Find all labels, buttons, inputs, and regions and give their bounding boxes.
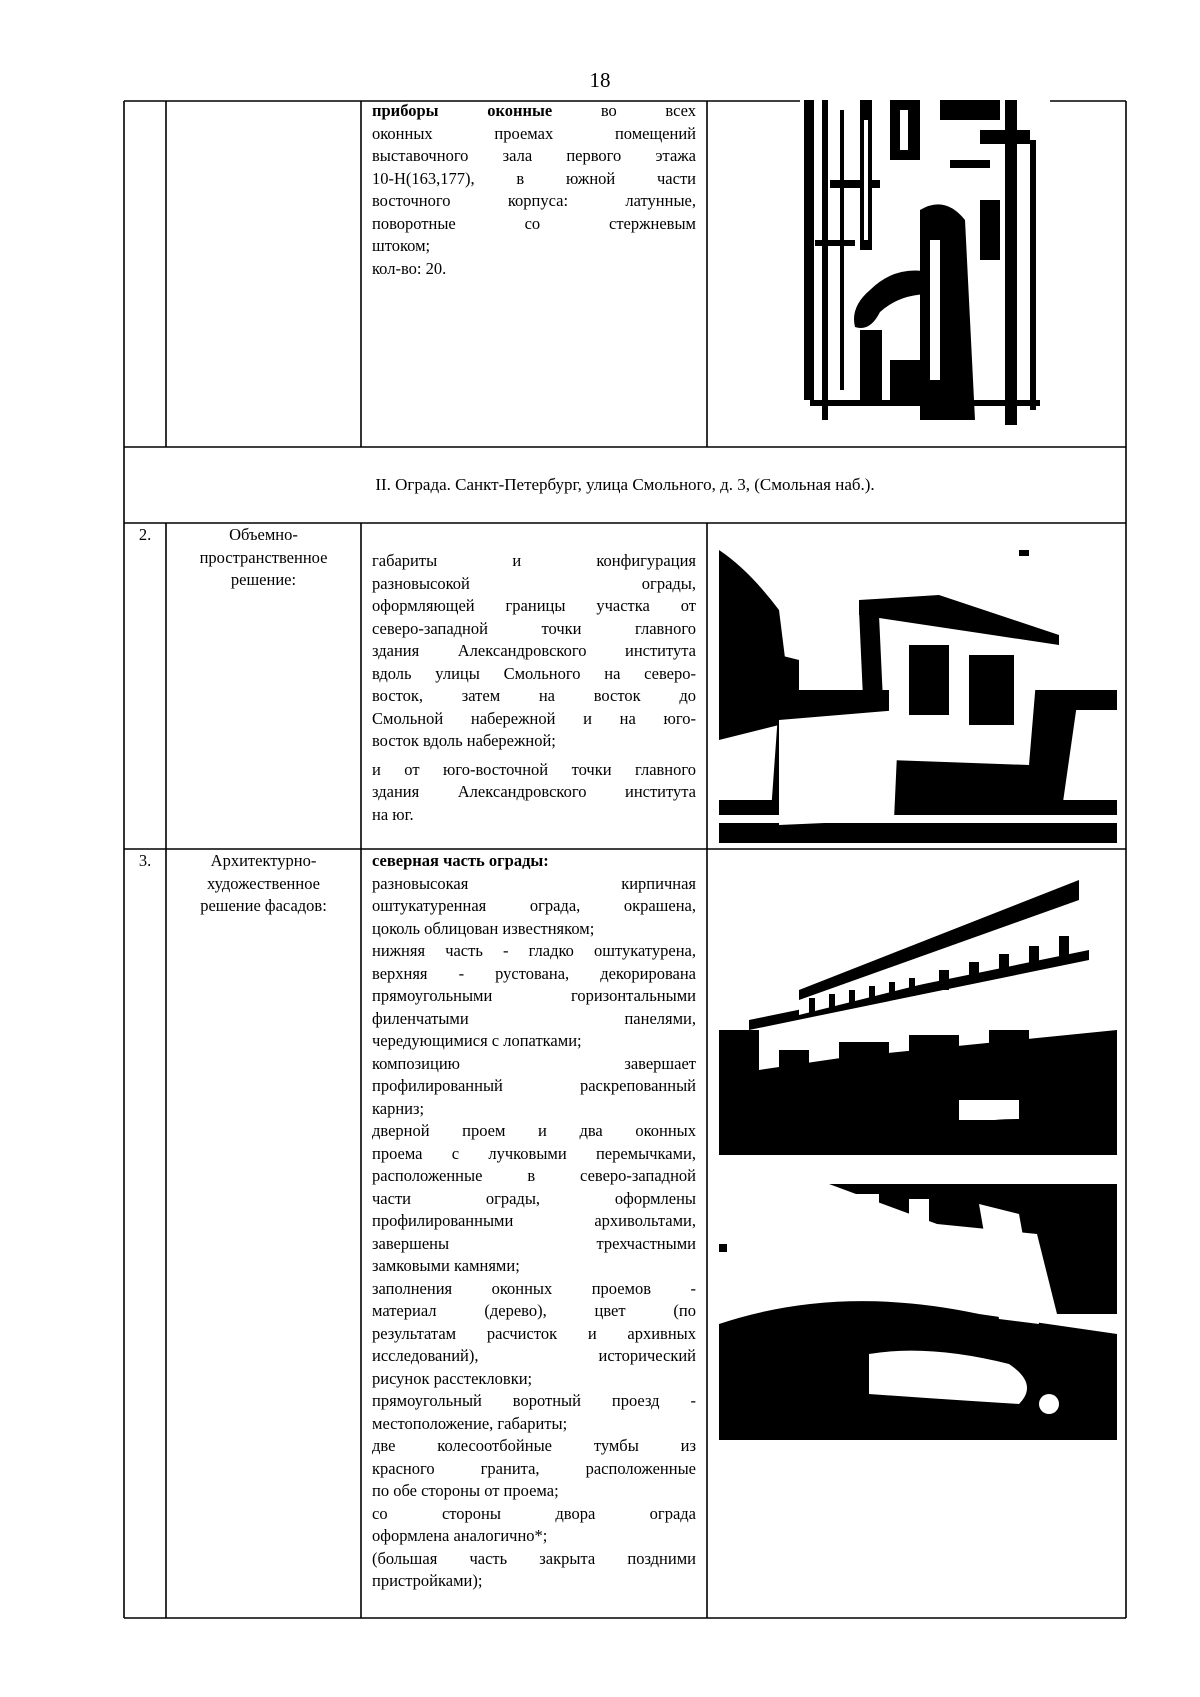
text-run: цоколь облицован известняком; bbox=[372, 918, 595, 938]
text-run: 10-Н(163,177), в южной части bbox=[372, 168, 696, 188]
text-line bbox=[372, 1435, 696, 1458]
text-run: материал (дерево), цвет (по bbox=[372, 1301, 696, 1320]
text-run: приборы bbox=[372, 101, 439, 120]
text-run: восток, затем на восток до bbox=[372, 686, 696, 705]
text-line bbox=[372, 550, 696, 573]
text-run: оконных проемах помещений bbox=[372, 123, 696, 143]
text-run: профилированными архивольтами, bbox=[372, 1211, 696, 1230]
text-run bbox=[439, 101, 488, 120]
text-line bbox=[372, 985, 696, 1008]
text-run: оформляющей границы участка от bbox=[372, 596, 696, 615]
text-line bbox=[372, 258, 696, 281]
text-run: результатам расчисток и архивных bbox=[372, 1323, 696, 1343]
text-line bbox=[372, 1525, 696, 1548]
row2-name-line: Объемно- bbox=[229, 525, 298, 544]
text-line bbox=[372, 235, 696, 258]
text-line bbox=[372, 1210, 696, 1233]
text-run: композицию завершает bbox=[372, 1053, 696, 1073]
north-fence-facade-photo bbox=[719, 870, 1117, 1168]
text-line bbox=[372, 1345, 696, 1368]
text-run: верхняя - рустована, декорирована bbox=[372, 963, 696, 983]
row1-description bbox=[372, 100, 696, 280]
text-line bbox=[372, 804, 696, 827]
text-line bbox=[372, 123, 696, 146]
text-run: филенчатыми панелями, bbox=[372, 1008, 696, 1028]
text-run: здания Александровского института bbox=[372, 641, 696, 660]
text-run: во всех bbox=[552, 101, 696, 120]
text-run: по обе стороны от проема; bbox=[372, 1481, 559, 1500]
text-line bbox=[372, 1098, 696, 1121]
fence-gate-closeup-photo bbox=[719, 1184, 1117, 1440]
row2-name bbox=[166, 524, 361, 592]
text-run: прямоугольный воротный проезд - bbox=[372, 1391, 696, 1410]
text-run: дверной проем и два оконных bbox=[372, 1121, 696, 1140]
text-line bbox=[372, 1053, 696, 1076]
text-run: штоком; bbox=[372, 236, 431, 255]
text-line bbox=[372, 213, 696, 236]
text-line bbox=[372, 1390, 696, 1413]
text-line bbox=[372, 1008, 696, 1031]
text-run: исследований), исторический bbox=[372, 1346, 696, 1365]
text-run: чередующимися с лопатками; bbox=[372, 1031, 582, 1050]
text-run: восточного корпуса: латунные, bbox=[372, 191, 696, 210]
text-line bbox=[372, 640, 696, 663]
text-line bbox=[372, 595, 696, 618]
text-run: со стороны двора ограда bbox=[372, 1503, 696, 1523]
text-line bbox=[372, 1120, 696, 1143]
text-line bbox=[372, 1458, 696, 1481]
text-line bbox=[372, 685, 696, 708]
text-line bbox=[372, 1480, 696, 1503]
text-run: замковыми камнями; bbox=[372, 1256, 520, 1275]
text-line bbox=[372, 1323, 696, 1346]
text-run: оштукатуренная ограда, окрашена, bbox=[372, 896, 696, 915]
text-line bbox=[372, 100, 696, 123]
text-line bbox=[372, 168, 696, 191]
text-line bbox=[372, 1368, 696, 1391]
row2-description bbox=[372, 550, 696, 826]
text-run: рисунок расстекловки; bbox=[372, 1368, 533, 1388]
text-line bbox=[372, 895, 696, 918]
text-line bbox=[372, 1278, 696, 1301]
text-run: поворотные со стержневым bbox=[372, 213, 696, 233]
text-run: нижняя часть - гладко оштукатурена, bbox=[372, 941, 696, 960]
text-line bbox=[372, 573, 696, 596]
text-line bbox=[372, 708, 696, 731]
text-run: две колесоотбойные тумбы из bbox=[372, 1436, 696, 1455]
text-line bbox=[372, 850, 696, 873]
text-run: габариты и конфигурация bbox=[372, 551, 696, 570]
text-run: карниз; bbox=[372, 1098, 425, 1118]
text-run: разновысокой ограды, bbox=[372, 573, 696, 593]
text-run: Смольной набережной и на юго- bbox=[372, 708, 696, 728]
text-line bbox=[372, 1570, 696, 1593]
text-run: здания Александровского института bbox=[372, 782, 696, 801]
text-run: разновысокая кирпичная bbox=[372, 873, 696, 893]
text-run: вдоль улицы Смольного на северо- bbox=[372, 663, 696, 683]
text-line bbox=[372, 663, 696, 686]
text-line bbox=[372, 1548, 696, 1571]
row3-name-line: решение фасадов: bbox=[200, 896, 327, 915]
section-heading: II. Ограда. Санкт-Петербург, улица Смольного, д. 3, (Смольная наб.). bbox=[375, 475, 875, 494]
text-run: расположенные в северо-западной bbox=[372, 1166, 696, 1185]
text-run: северная часть ограды: bbox=[372, 851, 549, 870]
text-line bbox=[372, 190, 696, 213]
text-run: на юг. bbox=[372, 804, 414, 824]
text-run: кол-во: 20. bbox=[372, 258, 447, 278]
page-number: 18 bbox=[589, 68, 611, 92]
text-run: завершены трехчастными bbox=[372, 1233, 696, 1253]
row3-description bbox=[372, 850, 696, 1593]
text-line bbox=[372, 1188, 696, 1211]
text-run: северо-западной точки главного bbox=[372, 618, 696, 638]
text-line bbox=[372, 618, 696, 641]
text-run: заполнения оконных проемов - bbox=[372, 1278, 696, 1298]
text-run: красного гранита, расположенные bbox=[372, 1458, 696, 1478]
text-line bbox=[372, 1030, 696, 1053]
row2-name-line: пространственное bbox=[199, 547, 328, 567]
row3-name-line: художественное bbox=[207, 873, 320, 893]
text-run: части ограды, оформлены bbox=[372, 1188, 696, 1208]
text-run: оконные bbox=[487, 101, 553, 120]
text-line bbox=[372, 1075, 696, 1098]
text-line bbox=[372, 1165, 696, 1188]
text-run: (большая часть закрыта поздними bbox=[372, 1548, 696, 1568]
text-line bbox=[372, 940, 696, 963]
fence-volume-photo bbox=[719, 540, 1117, 843]
row2-name-line: решение: bbox=[230, 570, 297, 589]
text-run: местоположение, габариты; bbox=[372, 1413, 568, 1433]
text-line bbox=[372, 873, 696, 896]
text-line bbox=[372, 963, 696, 986]
text-run: проема с лучковыми перемычками, bbox=[372, 1143, 696, 1163]
row3-name bbox=[166, 850, 361, 918]
text-run: оформлена аналогично*; bbox=[372, 1526, 548, 1545]
text-run: профилированный раскрепованный bbox=[372, 1076, 696, 1095]
text-line bbox=[372, 730, 696, 753]
row2-number: 2. bbox=[138, 525, 152, 544]
row3-name-line: Архитектурно- bbox=[210, 851, 317, 870]
text-line bbox=[372, 781, 696, 804]
row3-number: 3. bbox=[138, 851, 152, 870]
text-run: и от юго-восточной точки главного bbox=[372, 759, 696, 779]
text-run: выставочного зала первого этажа bbox=[372, 146, 696, 165]
text-line bbox=[372, 1255, 696, 1278]
text-line bbox=[372, 1143, 696, 1166]
text-run: прямоугольными горизонтальными bbox=[372, 986, 696, 1005]
text-line bbox=[372, 1233, 696, 1256]
text-run: пристройками); bbox=[372, 1571, 483, 1590]
text-run: восток вдоль набережной; bbox=[372, 731, 556, 750]
text-line bbox=[372, 1300, 696, 1323]
text-line bbox=[372, 918, 696, 941]
text-line bbox=[372, 1503, 696, 1526]
text-line bbox=[372, 145, 696, 168]
text-line bbox=[372, 759, 696, 782]
text-line bbox=[372, 1413, 696, 1436]
window-handle-photo bbox=[800, 100, 1050, 425]
